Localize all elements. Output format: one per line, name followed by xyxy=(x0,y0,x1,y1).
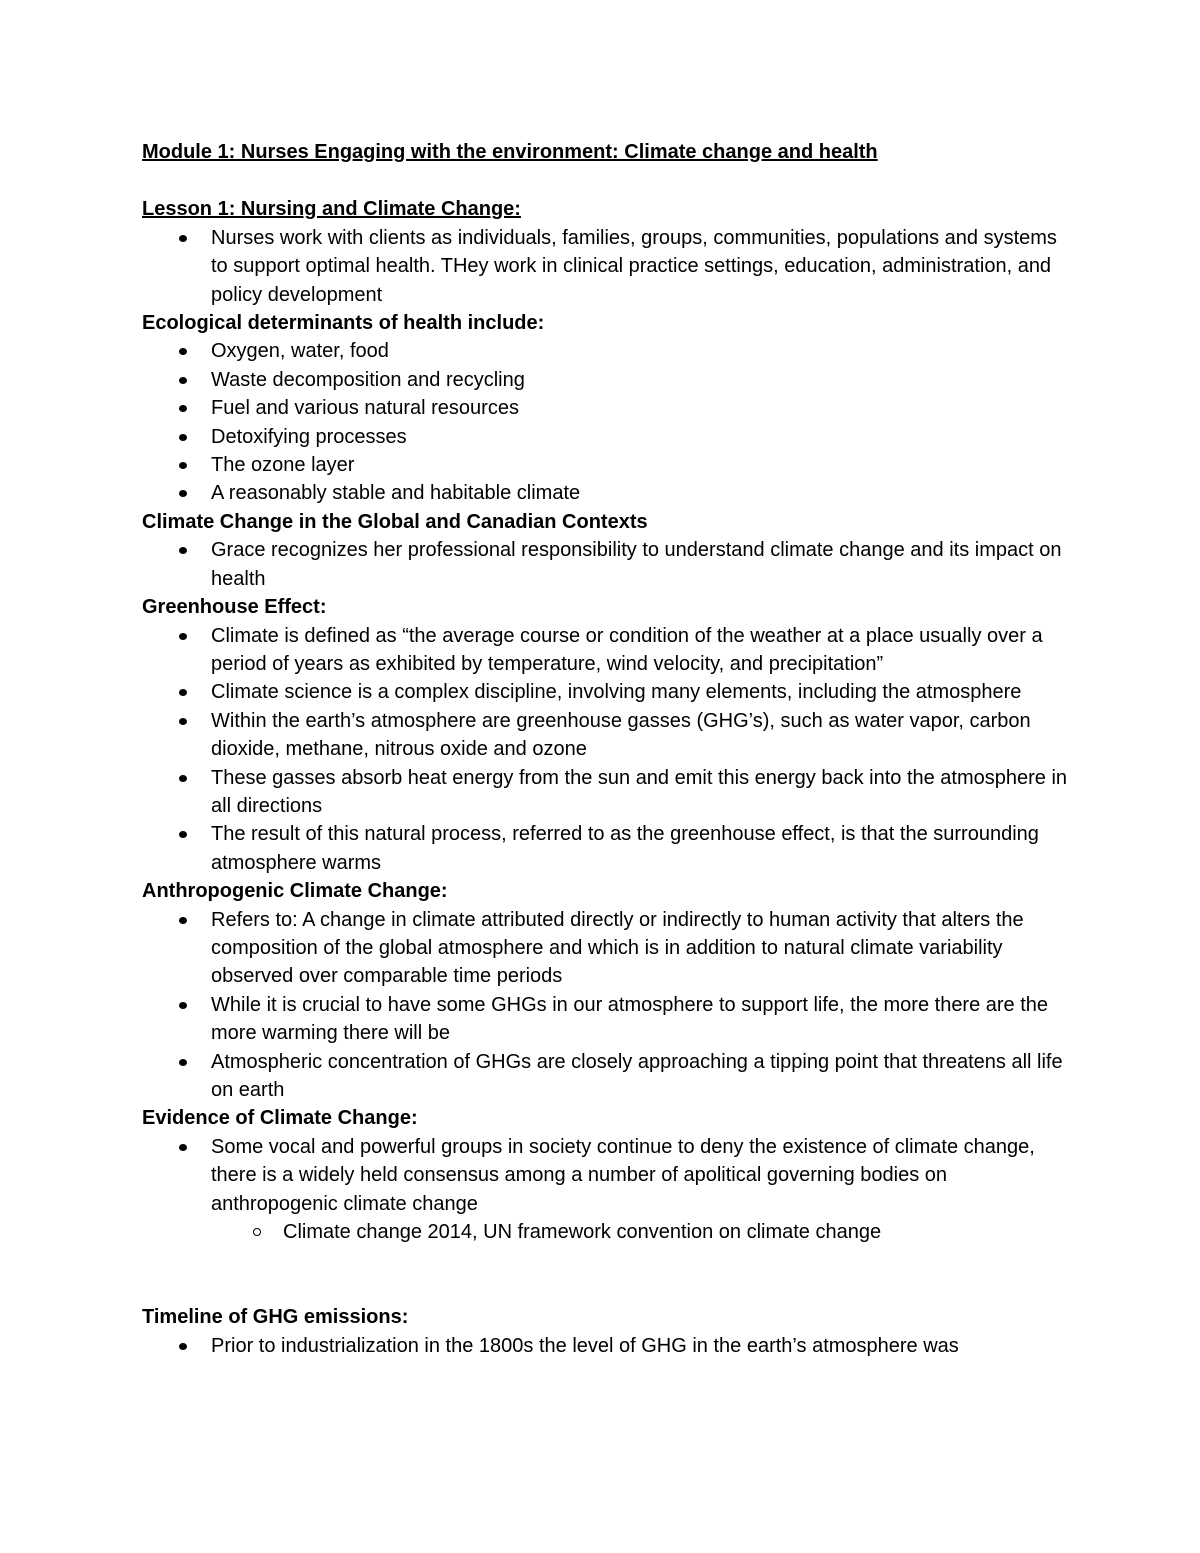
list-item xyxy=(142,224,1072,309)
ecological-list xyxy=(142,337,1072,507)
lesson1-list xyxy=(142,224,1072,309)
bullet-icon xyxy=(179,405,187,412)
bullet-icon xyxy=(179,1343,187,1350)
contexts-list xyxy=(142,536,1072,593)
list-item-text: Fuel and various natural resources xyxy=(211,397,519,420)
bullet-icon xyxy=(179,462,187,469)
list-item-text: Climate is defined as “the average course or condition of the weather at a place usually over a period of years as exhibited by temperature, wind velocity, and precipitation” xyxy=(211,624,1043,675)
list-item xyxy=(142,1133,1072,1247)
anthropogenic-heading: Anthropogenic Climate Change: xyxy=(142,880,448,903)
bullet-icon xyxy=(179,831,187,838)
list-item-text: Grace recognizes her professional responsibility to understand climate change and its impact on health xyxy=(211,539,1062,590)
list-item-text: The ozone layer xyxy=(211,454,355,477)
bullet-icon xyxy=(179,348,187,355)
list-item xyxy=(142,423,1072,451)
list-item xyxy=(142,337,1072,365)
list-item xyxy=(142,479,1072,507)
list-item xyxy=(142,820,1072,877)
list-item xyxy=(142,764,1072,821)
bullet-icon xyxy=(179,689,187,696)
module-title: Module 1: Nurses Engaging with the environment: Climate change and health xyxy=(142,141,878,163)
list-item xyxy=(142,536,1072,593)
lesson1-heading: Lesson 1: Nursing and Climate Change: xyxy=(142,198,521,221)
bullet-icon xyxy=(179,775,187,782)
evidence-sub-list xyxy=(211,1218,1072,1246)
evidence-heading: Evidence of Climate Change: xyxy=(142,1107,418,1130)
bullet-icon xyxy=(179,718,187,725)
list-item xyxy=(142,707,1072,764)
list-item xyxy=(142,1048,1072,1105)
list-item xyxy=(142,1332,1072,1360)
timeline-heading: Timeline of GHG emissions: xyxy=(142,1306,409,1329)
bullet-icon xyxy=(179,547,187,554)
bullet-icon xyxy=(179,434,187,441)
list-item-text: Some vocal and powerful groups in society continue to deny the existence of climate change, there is a widely held consensus among a number of apolitical governing bodies on anthropogenic climate change xyxy=(211,1135,1035,1215)
list-item-text: Refers to: A change in climate attributed directly or indirectly to human activity that alters the composition of the global atmosphere and which is in addition to natural climate variability observed over comparable time periods xyxy=(211,908,1024,988)
bullet-icon xyxy=(179,1002,187,1009)
list-item xyxy=(142,451,1072,479)
greenhouse-list xyxy=(142,622,1072,878)
bullet-icon xyxy=(179,633,187,640)
blank-lines xyxy=(142,1246,1072,1303)
list-item xyxy=(142,678,1072,706)
list-item-text: Oxygen, water, food xyxy=(211,340,389,363)
bullet-icon xyxy=(179,377,187,384)
ecological-heading: Ecological determinants of health include: xyxy=(142,312,545,335)
greenhouse-heading: Greenhouse Effect: xyxy=(142,596,327,619)
list-item-text: Climate science is a complex discipline, involving many elements, including the atmosphere xyxy=(211,681,1022,704)
list-item xyxy=(142,906,1072,991)
list-item xyxy=(142,991,1072,1048)
list-item-text: Within the earth’s atmosphere are greenhouse gasses (GHG’s), such as water vapor, carbon dioxide, methane, nitrous oxide and ozone xyxy=(211,709,1031,761)
blank-line xyxy=(142,166,1072,195)
document-page xyxy=(142,138,1072,1360)
list-item-text: Detoxifying processes xyxy=(211,425,407,448)
bullet-icon xyxy=(179,917,187,924)
list-item-text: While it is crucial to have some GHGs in our atmosphere to support life, the more there are the more warming there will be xyxy=(211,993,1049,1045)
bullet-icon xyxy=(179,1059,187,1066)
contexts-heading: Climate Change in the Global and Canadian Contexts xyxy=(142,510,648,533)
list-item-text: Atmospheric concentration of GHGs are closely approaching a tipping point that threatens all life on earth xyxy=(211,1050,1063,1101)
hollow-bullet-icon xyxy=(253,1228,261,1236)
list-item-text: Waste decomposition and recycling xyxy=(211,368,525,391)
list-item-text: These gasses absorb heat energy from the sun and emit this energy back into the atmosphere in all directions xyxy=(211,766,1068,817)
bullet-icon xyxy=(179,490,187,497)
list-item xyxy=(142,622,1072,679)
bullet-icon xyxy=(179,235,187,242)
evidence-list xyxy=(142,1133,1072,1247)
list-item xyxy=(142,394,1072,422)
list-item-text: A reasonably stable and habitable climate xyxy=(211,482,581,505)
list-item xyxy=(142,366,1072,394)
list-item-text: Prior to industrialization in the 1800s the level of GHG in the earth’s atmosphere was xyxy=(211,1334,959,1357)
timeline-list xyxy=(142,1332,1072,1360)
sub-list-item-text: Climate change 2014, UN framework convention on climate change xyxy=(283,1221,882,1244)
list-item-text: The result of this natural process, referred to as the greenhouse effect, is that the surrounding atmosphere warms xyxy=(211,823,1039,874)
list-item-text: Nurses work with clients as individuals, families, groups, communities, populations and systems to support optimal health. THey work in clinical practice settings, education, administration, and policy development xyxy=(211,226,1057,306)
anthropogenic-list xyxy=(142,906,1072,1105)
bullet-icon xyxy=(179,1144,187,1151)
sub-list-item xyxy=(211,1218,1072,1246)
